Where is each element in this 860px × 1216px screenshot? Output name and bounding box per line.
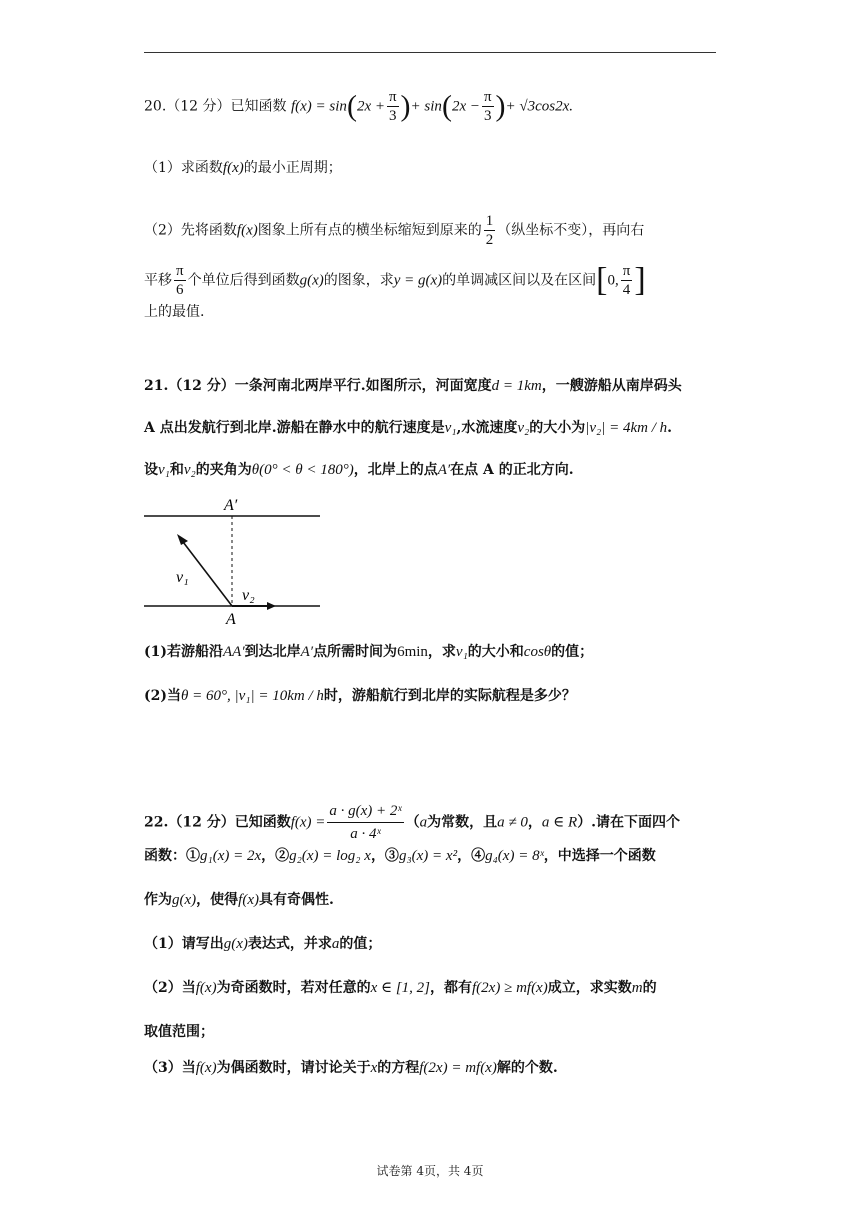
q22-part-2-line-2: 取值范围； xyxy=(144,1024,214,1040)
q22-part-1: （1）请写出g(x)表达式，并求a的值； xyxy=(144,936,382,952)
q20-frac-half: $\frac{1}{2}$ xyxy=(485,213,494,248)
river-diagram xyxy=(144,496,324,628)
q21-line-2: A 点出发航行到北岸.游船在静水中的航行速度是v₁,水流速度v₂的大小为|v₂| = 4km / h. xyxy=(144,420,673,436)
q20-frac-pi-3-b: $\frac{\pi}{3}$ xyxy=(483,89,492,124)
page-footer: 试卷第 4页，共 4页 xyxy=(376,1164,484,1178)
q22-line-2: 函数：①g₁(x) = 2x，②g₂(x) = log₂ x，③g₃(x) = x²，④g₄(x) = 8ˣ，中选择一个函数 xyxy=(144,848,656,864)
label-A-prime: A′ xyxy=(224,497,238,514)
q21-sub-2: (2)当θ = 60°, |v₁| = 10km / h时，游船航行到北岸的实际航程是多少？ xyxy=(144,688,576,704)
q20-formula-end: + √3cos2x. xyxy=(505,98,574,115)
q20-part-2-line-3: 上的最值. xyxy=(144,304,205,320)
q20-heading: 20.（12 分）已知函数 xyxy=(144,98,287,115)
q22-line-3: 作为g(x)，使得f(x)具有奇偶性. xyxy=(144,892,334,908)
label-A: A xyxy=(226,611,236,628)
q20-part-2-line-1: （2）先将函数f(x)图象上所有点的横坐标缩短到原来的 $\frac{1}{2}$ （纵坐标不变），再向右 xyxy=(144,213,645,248)
q21-sub-1: (1)若游船沿AA′到达北岸A′点所需时间为6min，求v₁的大小和cosθ的值； xyxy=(144,644,594,660)
header-rule xyxy=(144,52,716,53)
q20-frac-pi-6: $\frac{\pi}{6}$ xyxy=(176,263,184,298)
q22-fraction: $\frac{\text{a · g(x) + 2ˣ}}{\text{a · 4ˣ}}$ xyxy=(327,800,403,845)
label-v1: v₁ xyxy=(176,569,189,586)
q20-line-1: 20.（12 分）已知函数 f(x) = sin(2x + $\frac{\pi}{3}$ )+ sin(2x − $\frac{\pi}{3}$ )+ √3cos2x. xyxy=(144,89,574,124)
q20-part-1: （1）求函数f(x)的最小正周期； xyxy=(144,160,342,176)
q21-line-1: 21.（12 分）一条河南北两岸平行.如图所示，河面宽度d = 1km，一艘游船从南岸码头 xyxy=(144,378,682,394)
q22-part-3: （3）当f(x)为偶函数时，请讨论关于x的方程f(2x) = mf(x)解的个数. xyxy=(144,1060,558,1076)
v2-arrow-head xyxy=(267,602,276,610)
q20-part-2-line-2: 平移 $\frac{\pi}{6}$ 个单位后得到函数g(x)的图象，求y = g(x)的单调减区间以及在区间[0, $\frac{\pi}{4}$ ] xyxy=(144,261,646,299)
q22-line-1: 22.（12 分）已知函数f(x) = $\frac{\text{a · g(x) + 2ˣ}}{\text{a · 4ˣ}}$ （a为常数，且a ≠ 0，a ∈ R）.请在下面四个 xyxy=(144,800,680,845)
q20-frac-pi-3-a: $\frac{\pi}{3}$ xyxy=(388,89,397,124)
q20-formula-start: f(x) = sin xyxy=(290,98,347,115)
v1-arrow-head xyxy=(177,534,188,545)
label-v2: v₂ xyxy=(242,587,255,604)
q21-line-3: 设v₁和v₂的夹角为θ(0° < θ < 180°)，北岸上的点A′在点 A 的正北方向. xyxy=(144,462,574,478)
q22-part-2-line-1: （2）当f(x)为奇函数时，若对任意的x ∈ [1, 2]，都有f(2x) ≥ mf(x)成立，求实数m的 xyxy=(144,980,657,996)
q20-frac-pi-4: $\frac{\pi}{4}$ xyxy=(622,263,631,298)
